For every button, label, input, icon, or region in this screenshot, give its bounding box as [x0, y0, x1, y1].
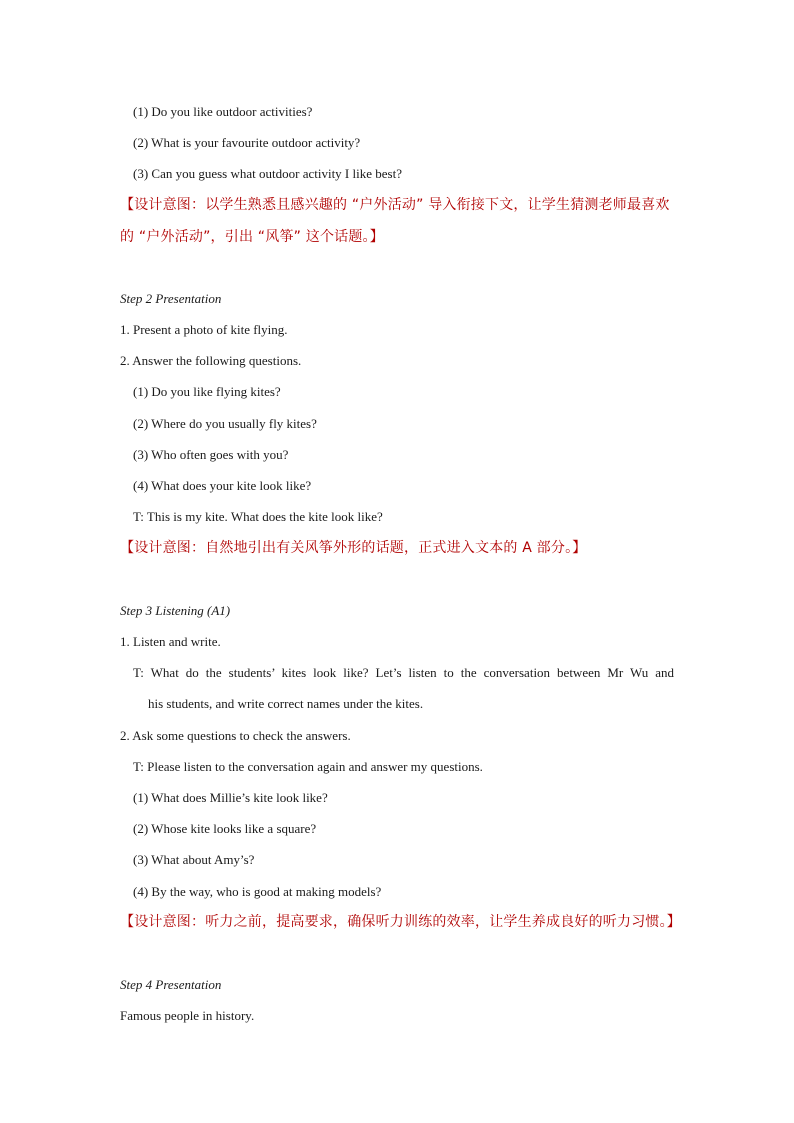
step3-title: Step 3 Listening (A1)	[120, 603, 231, 618]
design-note-1-line-2: 的 “户外活动”，引出 “风筝” 这个话题。】	[120, 229, 384, 245]
step3-question-1: (1) What does Millie’s kite look like?	[133, 790, 328, 805]
step3-question-3: (3) What about Amy’s?	[133, 852, 255, 867]
step4-title: Step 4 Presentation	[120, 977, 222, 992]
design-note-3: 【设计意图：听力之前，提高要求，确保听力训练的效率，让学生养成良好的听力习惯。】	[120, 914, 681, 930]
step2-item-2: 2. Answer the following questions.	[120, 353, 302, 368]
step2-question-3: (3) Who often goes with you?	[133, 447, 289, 462]
step2-title: Step 2 Presentation	[120, 291, 222, 306]
design-note-2: 【设计意图：自然地引出有关风筝外形的话题，正式进入文本的 A 部分。】	[120, 540, 587, 556]
step3-item-2: 2. Ask some questions to check the answers.	[120, 728, 351, 743]
design-note-1-line-1: 【设计意图：以学生熟悉且感兴趣的 “户外活动” 导入衔接下文，让学生猜测老师最喜欢	[120, 197, 670, 213]
step2-teacher-line: T: This is my kite. What does the kite look like?	[133, 509, 383, 524]
step2-item-1: 1. Present a photo of kite flying.	[120, 322, 288, 337]
step3-teacher-line-3: T: Please listen to the conversation again and answer my questions.	[133, 759, 483, 774]
step3-question-4: (4) By the way, who is good at making models?	[133, 884, 382, 899]
step3-question-2: (2) Whose kite looks like a square?	[133, 821, 317, 836]
step3-item-1: 1. Listen and write.	[120, 634, 221, 649]
step3-teacher-line-1: T: What do the students’ kites look like? Let’s listen to the conversation between Mr Wu and	[133, 665, 674, 680]
step2-question-4: (4) What does your kite look like?	[133, 478, 312, 493]
step2-question-1: (1) Do you like flying kites?	[133, 384, 281, 399]
step4-text: Famous people in history.	[120, 1008, 255, 1023]
step1-question-2: (2) What is your favourite outdoor activity?	[133, 135, 361, 150]
step3-teacher-line-2: his students, and write correct names under the kites.	[148, 696, 424, 711]
step1-question-3: (3) Can you guess what outdoor activity I like best?	[133, 166, 402, 181]
step1-question-1: (1) Do you like outdoor activities?	[133, 104, 313, 119]
step2-question-2: (2) Where do you usually fly kites?	[133, 416, 317, 431]
